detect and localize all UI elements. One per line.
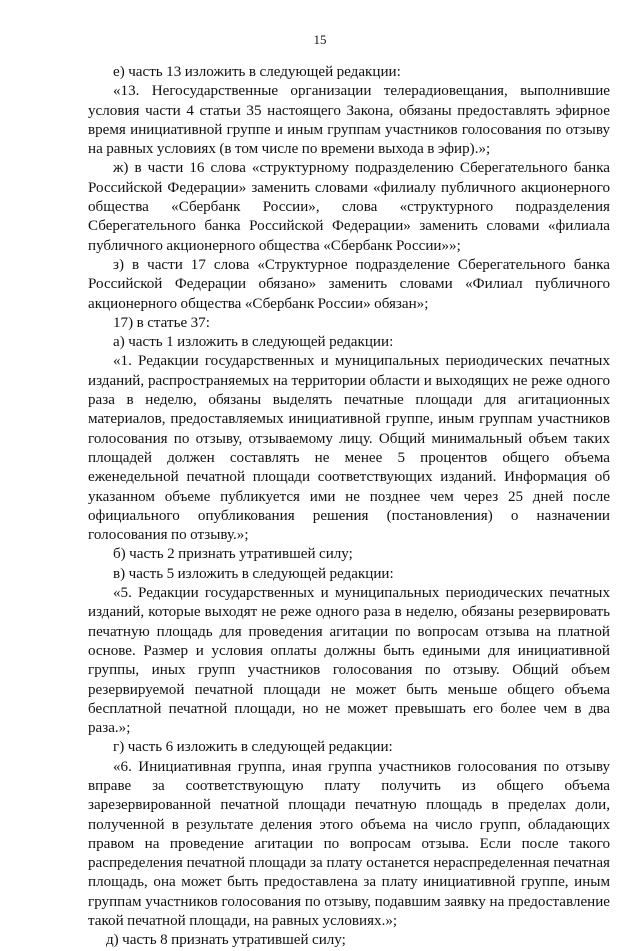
paragraph-part-6-text: «6. Инициативная группа, иная группа участников голосования по отзыву вправе за соответствующую плату получить из общего объема зарезервированной печатной площади печатную площадь в пределах доли, полученной в результате деления этого объема на число групп, обладающих правом на проведение агитации по вопросам отзыва. Если после такого распределения печатной площади за плату останется нераспределенная печатная площадь, она может быть предоставлена за плату инициативной группе, иным группам участников голосования по отзыву, подавшим заявку на предоставление такой печатной площади, на равных условиях.»;	[88, 758, 610, 930]
paragraph-part-13-text: «13. Негосударственные организации телерадиовещания, выполнившие условия части 4 статьи 35 настоящего Закона, обязаны предоставлять эфирное время инициативной группе и иным группам участников голосования по отзыву на равных условиях (в том числе по времени выхода в эфир).»;	[88, 83, 610, 158]
paragraph-item-e: е) часть 13 изложить в следующей редакции:	[113, 64, 401, 80]
paragraph-item-zh: ж) в части 16 слова «структурному подразделению Сберегательного банка Российской Федерации» заменить словами «филиалу публичного акционерного общества «Сбербанк России», слова «структурного подразделения Сберегательного банка Российской Федерации» заменить словами «филиала публичного акционерного общества «Сбербанк России»»;	[88, 160, 610, 254]
paragraph-part-5-text: «5. Редакции государственных и муниципальных периодических печатных изданий, которые выходят не реже одного раза в неделю, обязаны резервировать печатную площадь для проведения агитации по вопросам отзыва на платной основе. Размер и условия оплаты должны быть едиными для инициативной группы, иных групп участников голосования по отзыву. Общий объем резервируемой печатной площади не может быть меньше общего объема бесплатной печатной площади, но не может превышать его более чем в два раза.»;	[88, 585, 610, 737]
document-body	[88, 63, 610, 951]
paragraph-item-g: г) часть 6 изложить в следующей редакции:	[113, 739, 393, 756]
paragraph-item-a: а) часть 1 изложить в следующей редакции:	[113, 334, 394, 351]
paragraph-part-1-text: «1. Редакции государственных и муниципальных периодических печатных изданий, распространяемых на территории области и выходящих не реже одного раза в неделю, обязаны выделять печатные площади для агитационных материалов, предоставляемых инициативной группе, иным группам участников голосования по отзыву, отзываемому лицу. Общий минимальный объем таких площадей должен составлять не менее 5 процентов общего объема еженедельной печатной площади соответствующих изданий. Информация об указанном объеме публикуется ими не позднее чем через 25 дней после официального опубликования решения (постановления) о назначении голосования по отзыву.»;	[88, 353, 610, 544]
paragraph-item-v: в) часть 5 изложить в следующей редакции:	[113, 565, 394, 582]
paragraph-item-z: з) в части 17 слова «Структурное подразделение Сберегательного банка Российской Федерации обязано» заменить словами «Филиал публичного акционерного общества «Сбербанк России» обязан»;	[88, 256, 610, 312]
paragraph-item-b: б) часть 2 признать утратившей силу;	[113, 546, 353, 563]
paragraph-item-d: д) часть 8 признать утратившей силу;	[106, 932, 346, 949]
page-number: 15	[313, 32, 327, 47]
paragraph-point-17: 17) в статье 37:	[113, 314, 210, 331]
